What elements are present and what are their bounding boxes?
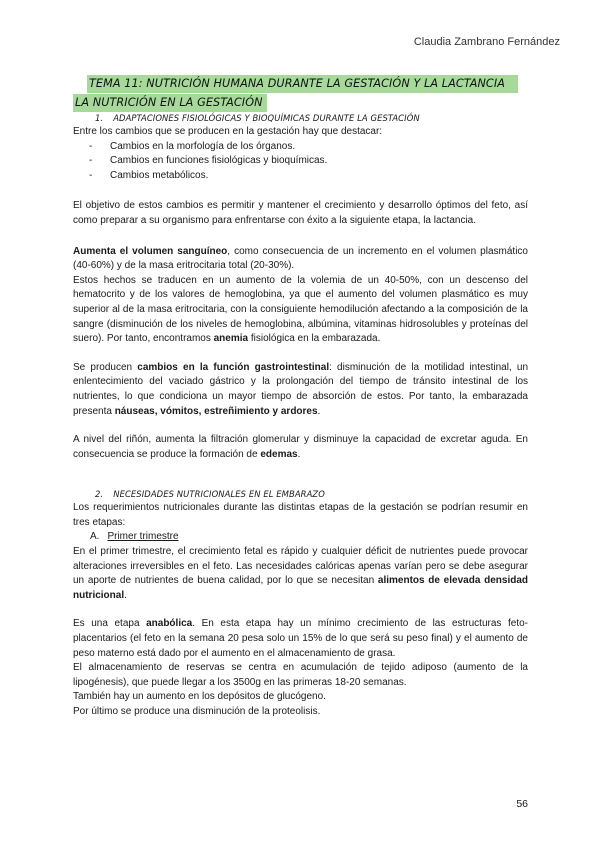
first-trimester-paragraph: En el primer trimestre, el crecimiento fetal es rápido y cualquier déficit de nutrientes puede provocar alteraciones irreversibles en el feto. Las necesidades calóricas apenas varían pero se debe asegurar un aporte de nutrientes de buena calidad, por lo que se necesitan alimentos de elevada densidad nutricional.	[73, 546, 529, 601]
section-1-heading-text: ADAPTACIONES FISIOLÓGICAS Y BIOQUÍMICAS DURANTE LA GESTACIÓN	[113, 113, 420, 123]
section-1-heading	[95, 112, 528, 125]
section-1-intro: Entre los cambios que se producen en la gestación hay que destacar:	[73, 126, 383, 137]
bold-term: náuseas, vómitos, estreñimiento y ardores	[114, 405, 318, 417]
bold-term: cambios en la función gastrointestinal	[137, 361, 330, 373]
document-body	[73, 112, 528, 720]
anabolic-paragraph: Es una etapa anabólica. En esta etapa hay un mínimo crecimiento de las estructuras feto-placentarios (el feto en la semana 20 pesa solo un 15% de lo que será su peso final) y el aumento de peso materno está dado por el aumento en el almacenamiento de grasa.	[73, 618, 528, 659]
chapter-title: TEMA 11: NUTRICIÓN HUMANA DURANTE LA GESTACIÓN Y LA LACTANCIA	[87, 75, 518, 93]
section-2-number: 2.	[95, 489, 104, 500]
bold-term: anabólica	[146, 618, 193, 630]
section-2-intro: Los requerimientos nutricionales durante las distintas etapas de la gestación se podrían resumir en tres etapas:	[73, 502, 528, 528]
title-block	[73, 74, 528, 112]
section-2-heading	[95, 488, 528, 501]
page-number: 56	[516, 798, 528, 810]
gastrointestinal-paragraph: Se producen cambios en la función gastrointestinal: disminución de la motilidad intestinal, un enlentecimiento del vaciado gástrico y la prolongación del tiempo de tránsito intestinal de los nutrientes, lo que condiciona un mayor tiempo de absorción de estos. Por tanto, la embarazada presenta náuseas, vómitos, estreñimiento y ardores.	[73, 361, 528, 417]
changes-list	[73, 140, 528, 184]
blood-volume-paragraph: Aumenta el volumen sanguíneo, como consecuencia de un incremento en el volumen plasmático (40-60%) y de la masa eritrocitaria total (20-30%).	[73, 245, 528, 272]
proteolysis-paragraph: Por último se produce una disminución de la proteolisis.	[73, 706, 321, 717]
glycogen-paragraph: También hay un aumento en los depósitos de glucógeno.	[73, 691, 326, 703]
list-item: - Cambios en la morfología de los órganos.	[73, 140, 528, 155]
kidney-paragraph: A nivel del riñón, aumenta la filtración glomerular y disminuye la capacidad de excretar aguda. En consecuencia se produce la formación de edemas.	[73, 434, 528, 460]
storage-paragraph: El almacenamiento de reservas se centra en acumulación de tejido adiposo (aumento de la lipogénesis), que puede llegar a los 3500g en las primeras 18-20 semanas.	[73, 662, 528, 688]
bold-term: edemas	[260, 448, 298, 460]
subsection-letter: A.	[90, 531, 100, 543]
list-item: - Cambios en funciones fisiológicas y bioquímicas.	[73, 154, 528, 169]
objective-paragraph: El objetivo de estos cambios es permitir y mantener el crecimiento y desarrollo óptimos del feto, así como preparar a su organismo para enfrentarse con éxito a la siguiente etapa, la lactancia.	[73, 200, 528, 226]
subsection-title: Primer trimestre	[107, 531, 179, 543]
list-item: - Cambios metabólicos.	[73, 169, 528, 184]
section-2-heading-text: NECESIDADES NUTRICIONALES EN EL EMBARAZO	[113, 489, 325, 500]
bold-term: Aumenta el volumen sanguíneo	[73, 245, 228, 257]
bold-term: alimentos de elevada densidad nutricional	[73, 575, 529, 601]
section-title-highlight: LA NUTRICIÓN EN LA GESTACIÓN	[73, 94, 267, 112]
section-1-number: 1.	[95, 113, 104, 123]
author-name: Claudia Zambrano Fernández	[413, 36, 560, 48]
subsection-first-trimester	[90, 530, 528, 545]
bold-term: anemia	[213, 333, 249, 345]
volemia-paragraph: Estos hechos se traducen en un aumento de la volemia de un 40-50%, con un descenso del hematocrito y de los valores de hemoglobina, ya que el aumento del volumen plasmático es muy superior al de la masa eritrocitaria, con la consiguiente hemodilución afectando a la composición de la sangre (disminución de los niveles de hemoglobina, albúmina, vitaminas hidrosolubles y proteínas del suero). Por tanto, encontramos anemia fisiológica en la embarazada.	[73, 274, 528, 345]
